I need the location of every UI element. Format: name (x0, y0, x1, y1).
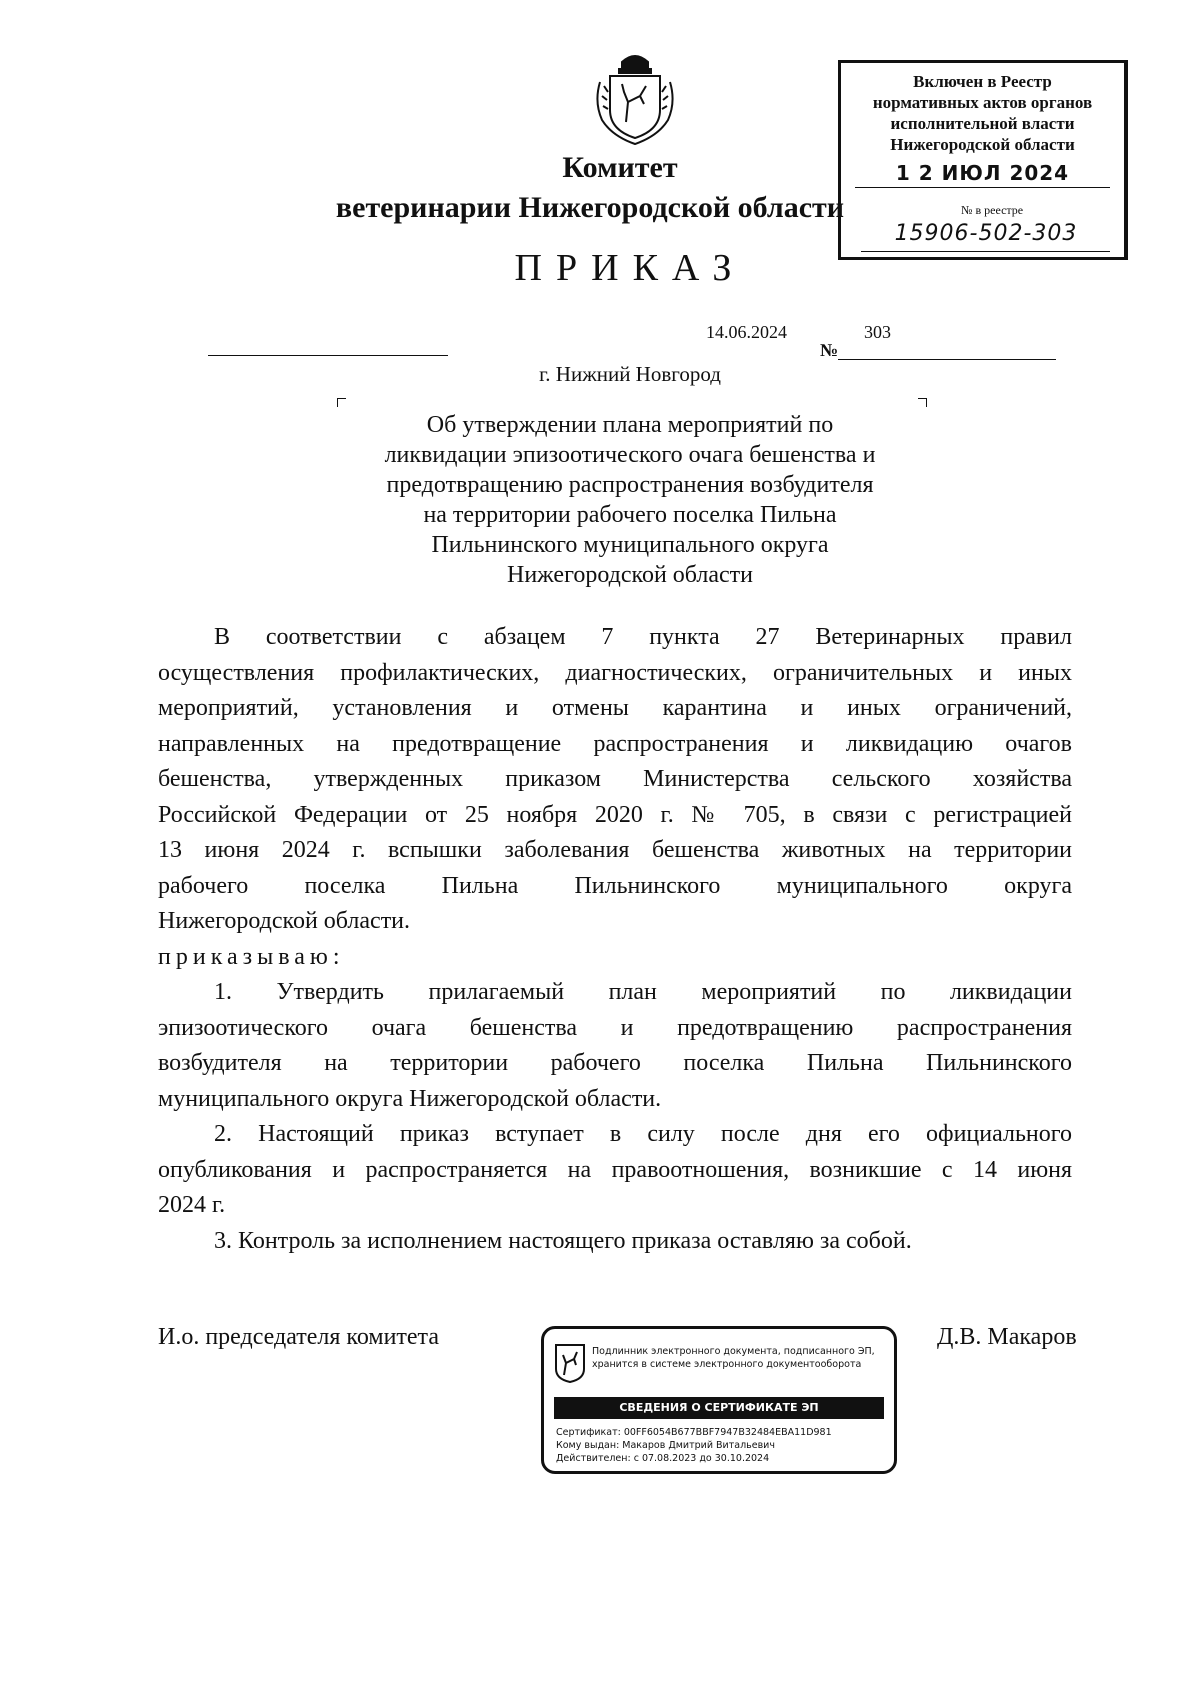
document-number-label: № (820, 340, 839, 360)
body-line: направленных на предотвращение распространения и ликвидацию очагов (158, 730, 1072, 757)
document-body (158, 620, 1072, 1259)
body-line: муниципального округа Нижегородской области. (158, 1085, 662, 1112)
registry-number: 15906-502-303 (894, 221, 1078, 246)
subject-line: предотвращению распространения возбудителя (386, 472, 874, 498)
registry-stamp-line: исполнительной власти (890, 114, 1075, 133)
registry-stamp-line: нормативных актов органов (872, 93, 1093, 112)
number-underline (838, 359, 1056, 360)
signer-title: И.о. председателя комитета (158, 1324, 439, 1350)
esig-validity: Действителен: с 07.08.2023 до 30.10.2024 (556, 1453, 770, 1464)
document-number: 303 (864, 322, 891, 342)
registry-stamp-date: 1 2 ИЮЛ 2024 (895, 161, 1070, 185)
registry-number-label: № в реестре (961, 203, 1024, 217)
registry-stamp (838, 60, 1128, 260)
electronic-signature-stamp (541, 1326, 897, 1474)
subject-line: Пильнинского муниципального округа (431, 532, 829, 558)
body-line: осуществления профилактических, диагностических, ограничительных и иных (158, 659, 1072, 686)
document-city: г. Нижний Новгород (539, 362, 721, 386)
deer-emblem-icon (554, 1343, 586, 1383)
divider (861, 251, 1110, 252)
subject-line: ликвидации эпизоотического очага бешенства и (384, 442, 876, 468)
divider (855, 187, 1110, 188)
org-name-line-2: ветеринарии Нижегородской области (335, 191, 845, 224)
subject-line: на территории рабочего поселка Пильна (423, 502, 837, 528)
coat-of-arms-icon (592, 52, 678, 148)
signer-name: Д.В. Макаров (937, 1324, 1077, 1350)
body-line: 1. Утвердить прилагаемый план мероприятий по ликвидации (214, 979, 1072, 1005)
esig-issued-to: Кому выдан: Макаров Дмитрий Витальевич (556, 1440, 775, 1451)
body-line: 2024 г. (158, 1192, 226, 1218)
body-line: возбудителя на территории рабочего поселка Пильна Пильнинского (158, 1050, 1072, 1076)
body-line: опубликования и распространяется на правоотношения, возникшие с 14 июня (158, 1156, 1072, 1183)
body-line: 2. Настоящий приказ вступает в силу после дня его официального (214, 1121, 1072, 1147)
body-line: 3. Контроль за исполнением настоящего приказа оставляю за собой. (214, 1227, 912, 1254)
body-line: Российской Федерации от 25 ноября 2020 г. № 705, в связи с регистрацией (158, 801, 1072, 828)
registry-stamp-line: Нижегородской области (890, 135, 1075, 154)
esig-certificate-id: Сертификат: 00FF6054B677BBF7947B32484EBA11D981 (556, 1427, 832, 1438)
corner-bracket-right (918, 398, 927, 407)
date-underline (208, 355, 448, 356)
body-line: эпизоотического очага бешенства и предотвращению распространения (158, 1014, 1072, 1041)
subject-line: Об утверждении плана мероприятий по (426, 412, 834, 438)
subject-line: Нижегородской области (506, 562, 754, 588)
esig-certificate-header: СВЕДЕНИЯ О СЕРТИФИКАТЕ ЭП (554, 1397, 884, 1419)
order-word: приказываю: (158, 943, 345, 970)
esig-note: Подлинник электронного документа, подписанного ЭП, хранится в системе электронного документооборота (592, 1346, 875, 1370)
body-line: В соответствии с абзацем 7 пункта 27 Ветеринарных правил (214, 624, 1072, 650)
document-type-title: ПРИКАЗ (514, 247, 746, 289)
document-date: 14.06.2024 (706, 322, 787, 342)
corner-bracket-left (337, 398, 346, 407)
body-line: Нижегородской области. (158, 908, 411, 934)
body-line: рабочего поселка Пильна Пильнинского муниципального округа (158, 872, 1072, 899)
body-line: мероприятий, установления и отмены карантина и иных ограничений, (158, 695, 1072, 721)
registry-stamp-line: Включен в Реестр (913, 72, 1052, 91)
body-line: 13 июня 2024 г. вспышки заболевания бешенства животных на территории (158, 837, 1072, 863)
document-subject (320, 410, 940, 590)
body-line: бешенства, утвержденных приказом Министерства сельского хозяйства (158, 766, 1072, 792)
org-name-line-1: Комитет (562, 151, 678, 184)
